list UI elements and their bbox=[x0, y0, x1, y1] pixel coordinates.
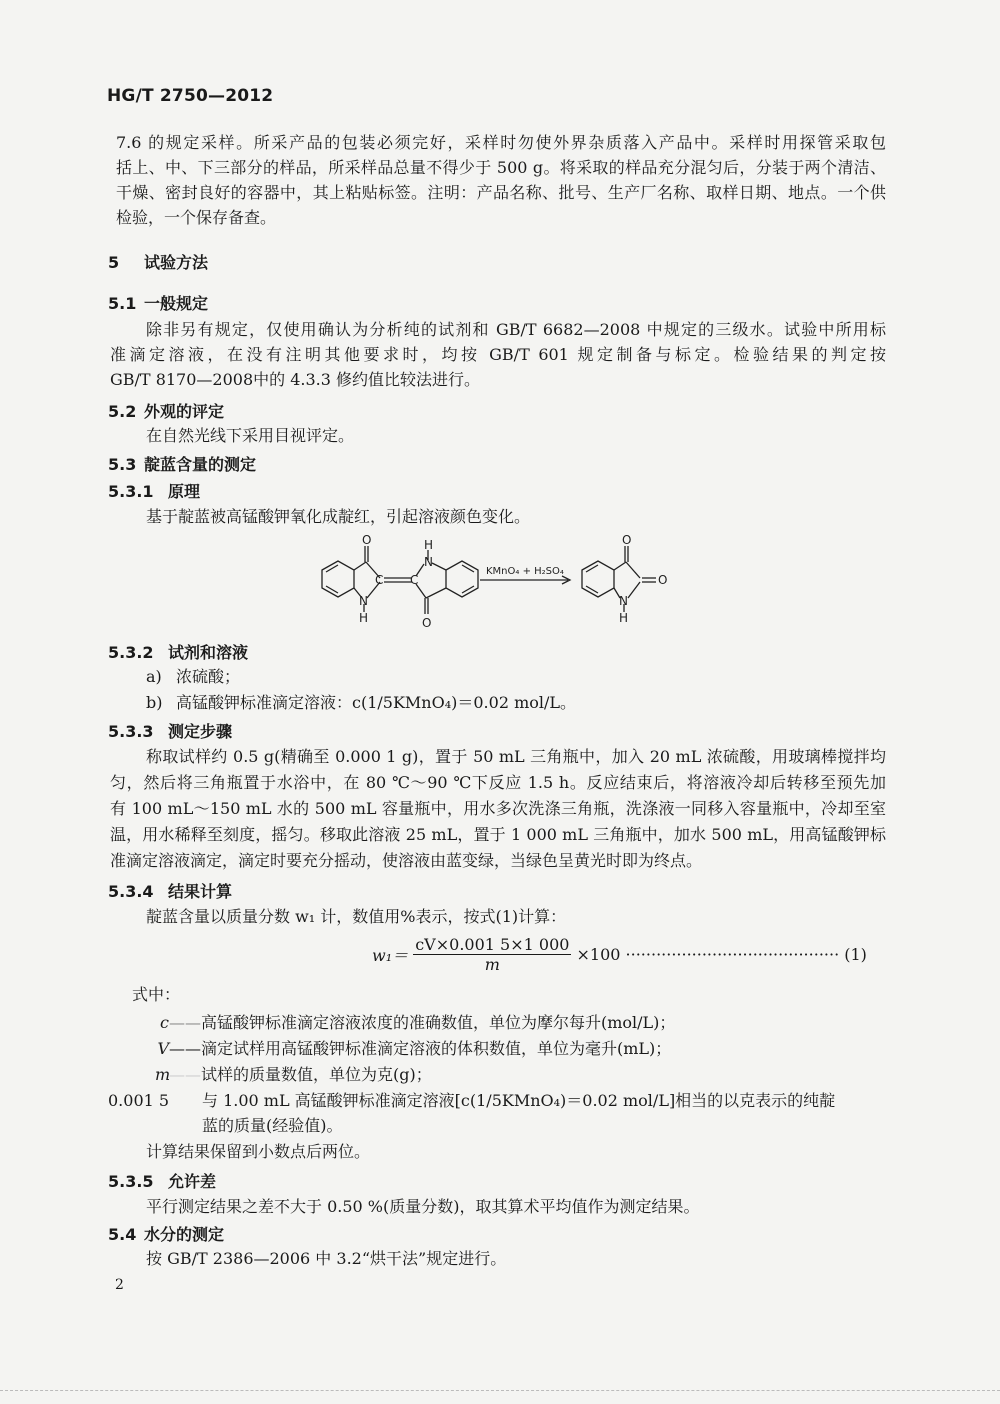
reagent-item-b bbox=[146, 692, 576, 714]
section-number: 5.3.4 bbox=[108, 882, 154, 901]
atom-h-1: H bbox=[359, 611, 369, 625]
formula-rhs: ×100 ·········································· (1) bbox=[576, 945, 867, 964]
section-number: 5 bbox=[108, 253, 120, 272]
variable-symbol: c bbox=[160, 1013, 169, 1032]
intro-line-1: 7.6 的规定采样。所采产品的包装必须完好，采样时勿使外界杂质落入产品中。采样时用探管采取包 bbox=[116, 133, 886, 152]
section-title: 一般规定 bbox=[144, 294, 209, 313]
indigo-oxidation-reaction-diagram bbox=[300, 532, 700, 632]
calculation-intro: 靛蓝含量以质量分数 w₁ 计，数值用%表示，按式(1)计算： bbox=[146, 907, 567, 926]
section-5-3-1-heading bbox=[108, 479, 200, 502]
variable-symbol: V bbox=[157, 1039, 169, 1058]
general-rules-line-1: 除非另有规定，仅使用确认为分析纯的试剂和 GB/T 6682—2008 中规定的三级水。试验中所用标 bbox=[146, 320, 886, 339]
atom-h-3: H bbox=[619, 611, 629, 625]
principle-text: 基于靛蓝被高锰酸钾氧化成靛红，引起溶液颜色变化。 bbox=[146, 507, 531, 526]
atom-o-4: O bbox=[658, 573, 668, 587]
constant-description: 与 1.00 mL 高锰酸钾标准滴定溶液[c(1/5KMnO₄)＝0.02 mol/L]相当的以克表示的纯靛 bbox=[202, 1091, 836, 1110]
section-title: 测定步骤 bbox=[168, 722, 233, 741]
procedure-line-3: 有 100 mL～150 mL 水的 500 mL 容量瓶中，用水多次洗涤三角瓶，洗涤液一同移入容量瓶中，冷却至室 bbox=[110, 799, 886, 818]
procedure-line-1: 称取试样约 0.5 g(精确至 0.000 1 g)，置于 50 mL 三角瓶中，加入 20 mL 浓硫酸，用玻璃棒搅拌均 bbox=[146, 747, 886, 766]
variable-c bbox=[155, 1012, 675, 1034]
constant-description-cont: 蓝的质量(经验值)。 bbox=[202, 1116, 343, 1135]
variable-description: 试样的质量数值，单位为克(g)； bbox=[201, 1065, 432, 1084]
rounding-rule: 计算结果保留到小数点后两位。 bbox=[146, 1142, 371, 1161]
variable-symbol: m bbox=[155, 1065, 171, 1084]
section-number: 5.1 bbox=[108, 294, 137, 313]
section-5-2-heading bbox=[108, 399, 224, 422]
general-rules-line-3: GB/T 8170—2008中的 4.3.3 修约值比较法进行。 bbox=[110, 370, 481, 389]
intro-line-4: 检验，一个保存备查。 bbox=[116, 208, 277, 227]
section-5-3-5-heading bbox=[108, 1169, 216, 1192]
reagent-item-a bbox=[146, 666, 240, 688]
procedure-line-4: 温，用水稀释至刻度，摇匀。移取此溶液 25 mL，置于 1 000 mL 三角瓶中，加水 500 mL，用高锰酸钾标 bbox=[110, 825, 886, 844]
formula-1 bbox=[372, 935, 867, 974]
variable-dash: —— bbox=[169, 1013, 201, 1032]
section-5-3-heading bbox=[108, 452, 256, 475]
procedure-line-5: 准滴定溶液滴定，滴定时要充分摇动，使溶液由蓝变绿，当绿色呈黄光时即为终点。 bbox=[110, 851, 703, 870]
item-text: 高锰酸钾标准滴定溶液：c(1/5KMnO₄)＝0.02 mol/L。 bbox=[176, 693, 577, 712]
section-number: 5.2 bbox=[108, 402, 137, 421]
item-label: a) bbox=[146, 667, 162, 686]
section-5-3-3-heading bbox=[108, 719, 232, 742]
reaction-reagents: KMnO₄ + H₂SO₄ bbox=[486, 566, 564, 577]
standard-code-header: HG/T 2750—2012 bbox=[107, 86, 274, 106]
section-title: 允许差 bbox=[168, 1172, 217, 1191]
section-title: 结果计算 bbox=[168, 882, 233, 901]
section-title: 靛蓝含量的测定 bbox=[144, 455, 257, 474]
atom-n-3: N bbox=[619, 594, 628, 608]
appearance-text: 在自然光线下采用目视评定。 bbox=[146, 426, 355, 445]
section-number: 5.3.5 bbox=[108, 1172, 154, 1191]
section-title: 试验方法 bbox=[144, 253, 209, 272]
atom-o-2: O bbox=[422, 616, 432, 630]
section-number: 5.3.2 bbox=[108, 643, 154, 662]
constant-dash bbox=[170, 1091, 202, 1110]
variable-dash: —— bbox=[169, 1039, 201, 1058]
atom-c-2: C bbox=[410, 573, 419, 587]
formula-numerator: cV×0.001 5×1 000 bbox=[415, 935, 570, 954]
constant-symbol: 0.001 5 bbox=[108, 1091, 170, 1110]
constant-0-0015 bbox=[108, 1090, 835, 1112]
procedure-line-2: 匀，然后将三角瓶置于水浴中，在 80 ℃～90 ℃下反应 1.5 h。反应结束后，将溶液冷却后转移至预先加 bbox=[110, 773, 886, 792]
section-title: 原理 bbox=[168, 482, 201, 501]
variable-m bbox=[155, 1064, 432, 1086]
atom-o-3: O bbox=[622, 533, 632, 547]
variable-dash: —— bbox=[169, 1065, 201, 1084]
atom-o-1: O bbox=[362, 533, 372, 547]
atom-h-2: H bbox=[424, 538, 434, 552]
section-5-3-4-heading bbox=[108, 879, 232, 902]
section-5-4-heading bbox=[108, 1222, 224, 1245]
general-rules-line-2: 准滴定溶液，在没有注明其他要求时，均按 GB/T 601 规定制备与标定。检验结果的判定按 bbox=[110, 345, 886, 364]
intro-line-2: 括上、中、下三部分的样品，所采样品总量不得少于 500 g。将采取的样品充分混匀后，分装于两个清洁、 bbox=[116, 158, 886, 177]
formula-fraction bbox=[413, 935, 571, 974]
atom-n-1: N bbox=[359, 594, 368, 608]
formula-denominator: m bbox=[484, 955, 500, 974]
section-number: 5.3.3 bbox=[108, 722, 154, 741]
intro-line-3: 干燥、密封良好的容器中，其上粘贴标签。注明：产品名称、批号、生产厂名称、取样日期、地点。一个供 bbox=[116, 183, 886, 202]
variable-description: 高锰酸钾标准滴定溶液浓度的准确数值，单位为摩尔每升(mol/L)； bbox=[201, 1013, 676, 1032]
item-label: b) bbox=[146, 693, 163, 712]
section-title: 外观的评定 bbox=[144, 402, 225, 421]
where-label: 式中： bbox=[132, 985, 181, 1004]
section-title: 试剂和溶液 bbox=[168, 643, 249, 662]
page-number: 2 bbox=[115, 1277, 124, 1293]
section-5-3-2-heading bbox=[108, 640, 248, 663]
tolerance-text: 平行测定结果之差不大于 0.50 %(质量分数)，取其算术平均值作为测定结果。 bbox=[146, 1197, 700, 1216]
page-bottom-edge bbox=[0, 1390, 1000, 1391]
variable-description: 滴定试样用高锰酸钾标准滴定溶液的体积数值，单位为毫升(mL)； bbox=[201, 1039, 672, 1058]
section-number: 5.4 bbox=[108, 1225, 137, 1244]
section-number: 5.3 bbox=[108, 455, 137, 474]
variable-v bbox=[155, 1038, 671, 1060]
atom-c-1: C bbox=[375, 573, 384, 587]
moisture-text: 按 GB/T 2386—2006 中 3.2“烘干法”规定进行。 bbox=[146, 1249, 507, 1268]
atom-n-2: N bbox=[424, 555, 433, 569]
formula-lhs: w₁＝ bbox=[372, 946, 409, 965]
section-5-heading bbox=[108, 250, 208, 273]
section-number: 5.3.1 bbox=[108, 482, 154, 501]
item-text: 浓硫酸； bbox=[176, 667, 241, 686]
section-title: 水分的测定 bbox=[144, 1225, 225, 1244]
section-5-1-heading bbox=[108, 291, 208, 314]
